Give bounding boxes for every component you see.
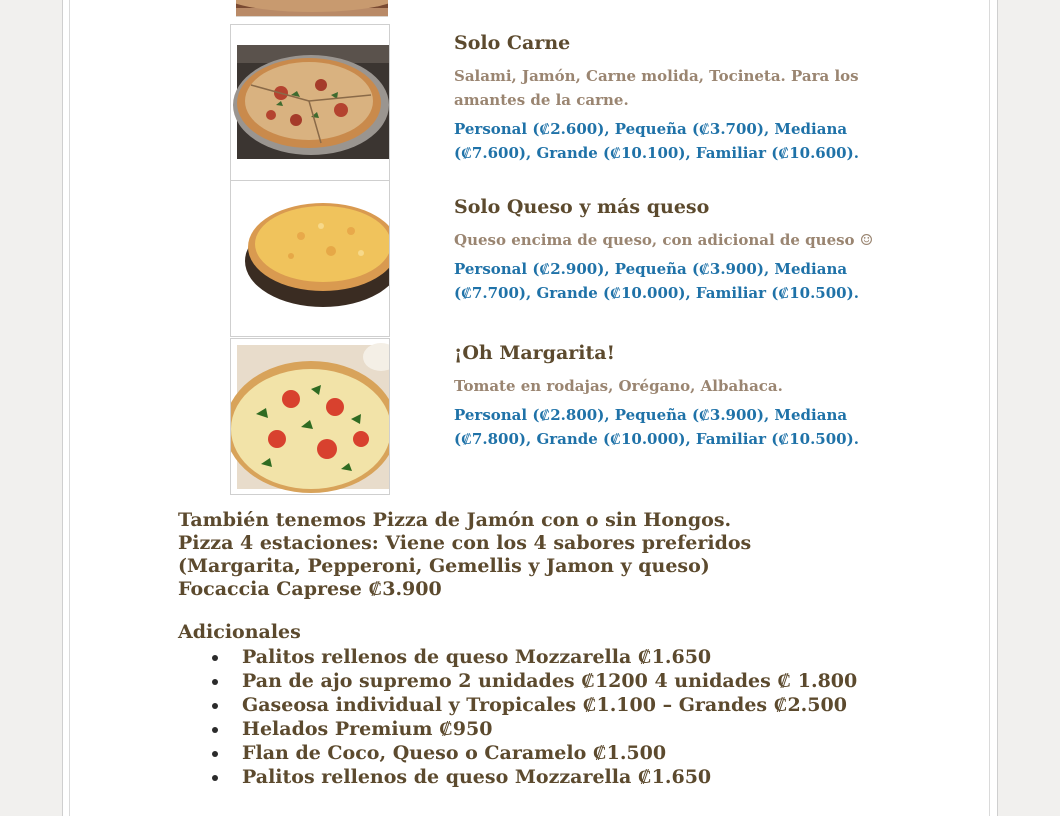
adicionales-heading: Adicionales — [178, 621, 301, 643]
menu-item-oh-margarita — [454, 342, 884, 451]
list-item-text: Palitos rellenos de queso Mozzarella ₡1.650 — [242, 646, 712, 668]
meat-pizza-photo — [230, 24, 390, 181]
list-item — [242, 765, 857, 789]
menu-item-title: Solo Carne — [454, 32, 571, 54]
menu-item-solo-carne — [454, 32, 884, 165]
note-line: Pizza 4 estaciones: Viene con los 4 sabores preferidos (Margarita, Pepperoni, Gemellis y Jamon y queso) — [178, 532, 752, 577]
menu-item-solo-queso — [454, 196, 884, 305]
list-item-text: Palitos rellenos de queso Mozzarella ₡1.650 — [242, 766, 712, 788]
list-item — [242, 669, 857, 693]
page-margin-line-right — [989, 0, 990, 816]
menu-item-title: ¡Oh Margarita! — [454, 342, 615, 364]
list-item — [242, 693, 857, 717]
bullet-icon — [212, 775, 218, 781]
menu-item-title: Solo Queso y más queso — [454, 196, 710, 218]
list-item-text: Gaseosa individual y Tropicales ₡1.100 – Grandes ₡2.500 — [242, 694, 847, 716]
menu-item-prices: Personal (₡2.600), Pequeña (₡3.700), Mediana (₡7.600), Grande (₡10.100), Familiar (₡10.600). — [454, 120, 859, 162]
note-line: Focaccia Caprese ₡3.900 — [178, 578, 442, 600]
cheese-pizza-photo — [230, 180, 390, 337]
list-item — [242, 717, 857, 741]
bullet-icon — [212, 679, 218, 685]
menu-notes — [178, 509, 878, 601]
margarita-pizza-photo — [230, 338, 390, 495]
bullet-icon — [212, 703, 218, 709]
page-margin-line-left — [69, 0, 70, 816]
bullet-icon — [212, 751, 218, 757]
bullet-icon — [212, 655, 218, 661]
list-item — [242, 741, 857, 765]
list-item-text: Flan de Coco, Queso o Caramelo ₡1.500 — [242, 742, 667, 764]
list-item-text: Helados Premium ₡950 — [242, 718, 493, 740]
list-item — [242, 645, 857, 669]
adicionales-list — [242, 645, 857, 789]
list-item-text: Pan de ajo supremo 2 unidades ₡1200 4 unidades ₡ 1.800 — [242, 670, 858, 692]
menu-item-description: Tomate en rodajas, Orégano, Albahaca. — [454, 377, 783, 395]
bullet-icon — [212, 727, 218, 733]
menu-item-prices: Personal (₡2.800), Pequeña (₡3.900), Mediana (₡7.800), Grande (₡10.000), Familiar (₡10.500). — [454, 406, 859, 448]
previous-pizza-photo-edge — [236, 0, 388, 17]
menu-item-description: Salami, Jamón, Carne molida, Tocineta. Para los amantes de la carne. — [454, 67, 859, 109]
menu-item-prices: Personal (₡2.900), Pequeña (₡3.900), Mediana (₡7.700), Grande (₡10.000), Familiar (₡10.500). — [454, 260, 859, 302]
note-line: También tenemos Pizza de Jamón con o sin Hongos. — [178, 509, 732, 531]
menu-item-description: Queso encima de queso, con adicional de queso ☺ — [454, 231, 874, 249]
